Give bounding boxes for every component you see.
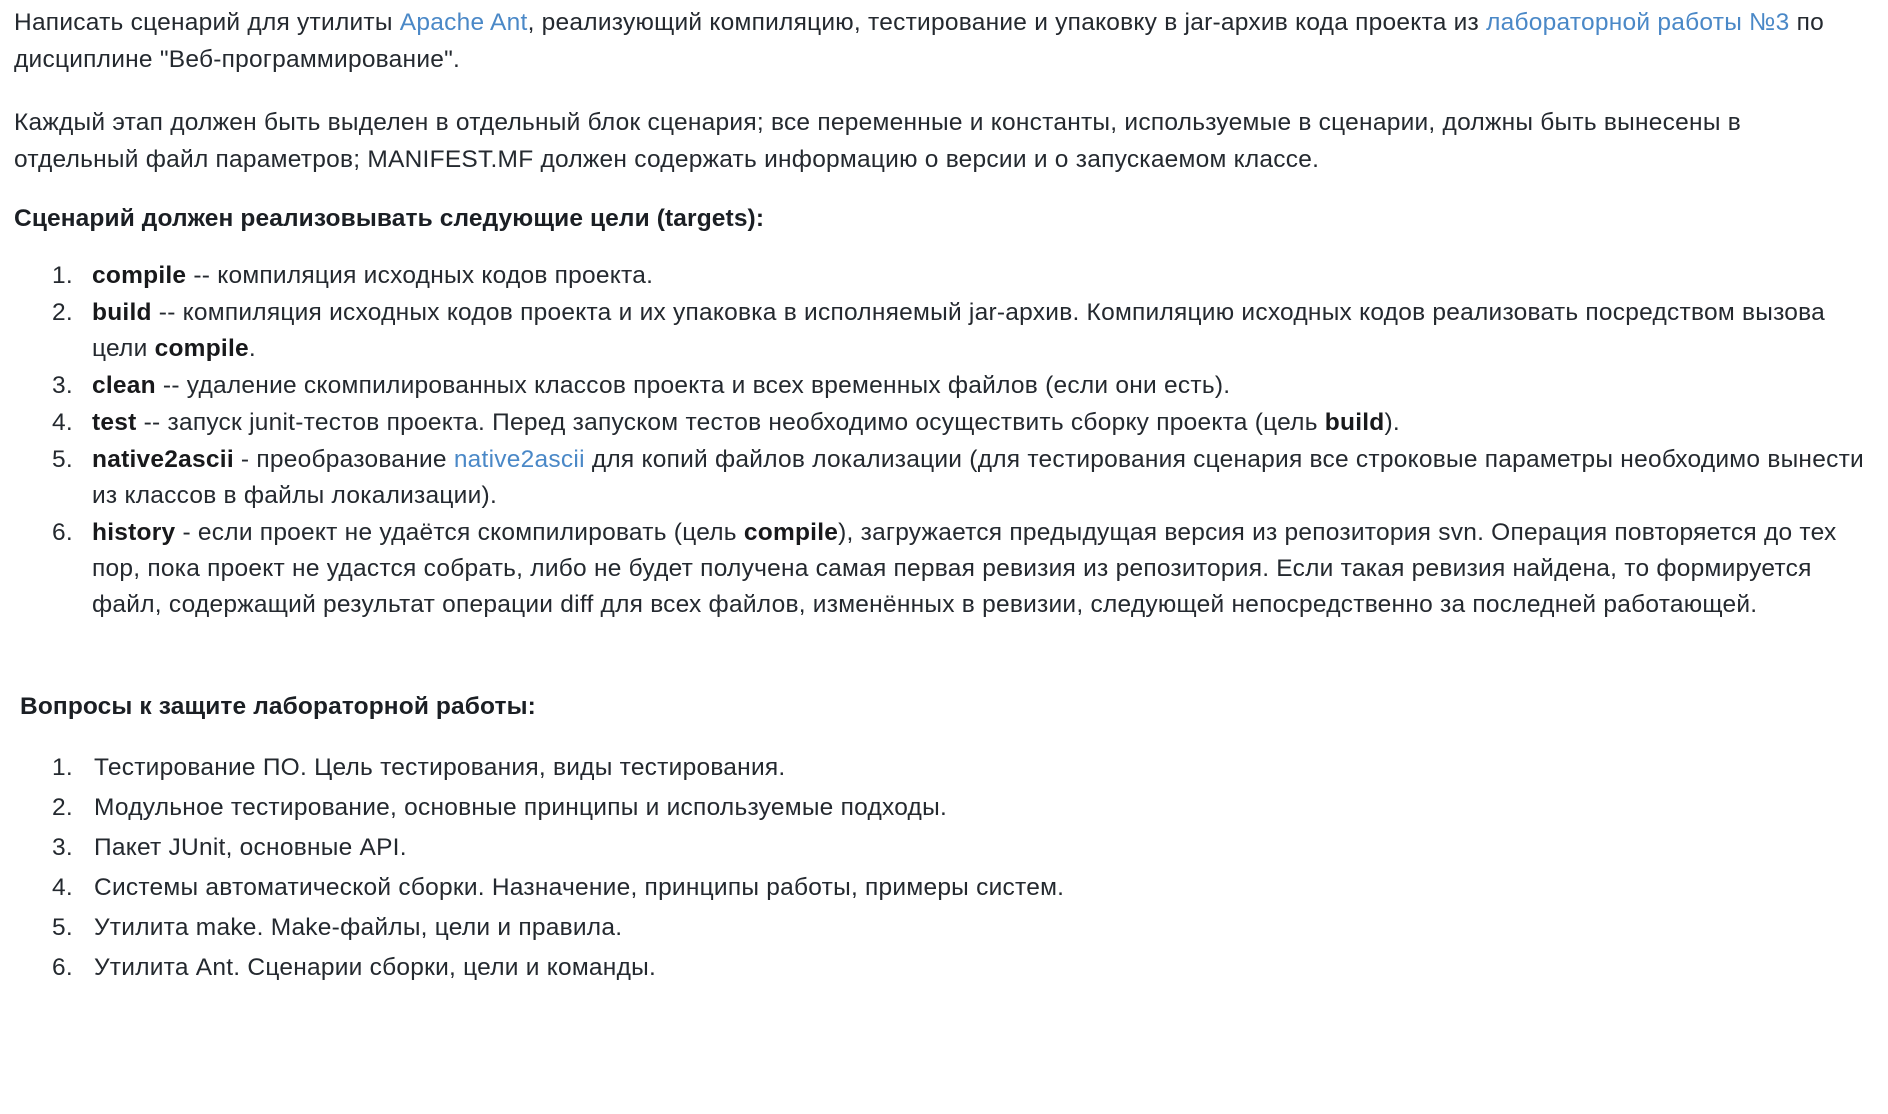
inline-bold-term: clean (92, 372, 156, 399)
intro-paragraph-1 (14, 4, 1870, 78)
question-list-item: 1. Тестирование ПО. Цель тестирования, виды тестирования. (80, 750, 1870, 786)
inline-bold-term: build (1324, 409, 1385, 436)
inline-text: по дисциплине "Веб-программирование". (14, 9, 1824, 73)
questions-heading: Вопросы к защите лабораторной работы: (20, 693, 536, 720)
inline-link[interactable]: лабораторной работы №3 (1486, 9, 1790, 36)
intro-paragraph-2 (14, 104, 1870, 178)
inline-text: -- запуск junit-тестов проекта. Перед запуском тестов необходимо осуществить сборку проекта (цель (136, 409, 1325, 436)
inline-bold-term: test (92, 409, 137, 436)
inline-text: -- компиляция исходных кодов проекта. (186, 262, 654, 289)
questions-list (14, 750, 1870, 986)
inline-bold-term: native2ascii (92, 446, 234, 473)
question-list-item: 5. Утилита make. Make-файлы, цели и правила. (80, 910, 1870, 946)
inline-text: -- удаление скомпилированных классов проекта и всех временных файлов (если они есть). (155, 372, 1231, 399)
target-list-item (80, 258, 1870, 294)
inline-text: ), загружается предыдущая версия из репозитория svn. Операция повторяется до тех пор, пока проект не удастся собрать, либо не будет получена самая первая ревизия из репозитория. Если такая ревизия найдена, то формируется файл, содержащий результат операции diff для всех файлов, изменённых в ревизии, следующей непосредственно за последней работающей. (92, 519, 1837, 618)
inline-text: . (248, 335, 256, 362)
inline-text: , реализующий компиляцию, тестирование и упаковку в jar-архив кода проекта из (527, 9, 1487, 36)
question-list-item: 6. Утилита Ant. Сценарии сборки, цели и команды. (80, 950, 1870, 986)
inline-link[interactable]: Apache Ant (399, 9, 528, 36)
target-list-item (80, 368, 1870, 404)
question-list-item: 4. Системы автоматической сборки. Назначение, принципы работы, примеры систем. (80, 870, 1870, 906)
inline-bold-term: compile (154, 335, 249, 362)
inline-bold-term: history (92, 519, 176, 546)
inline-link[interactable]: native2ascii (453, 446, 585, 473)
target-list-item (80, 295, 1870, 367)
inline-text: - если проект не удаётся скомпилировать (цель (175, 519, 744, 546)
inline-text: -- компиляция исходных кодов проекта и их упаковка в исполняемый jar-архив. Компиляцию исходных кодов реализовать посредством вызова цели (92, 299, 1826, 362)
inline-text: Написать сценарий для утилиты (14, 9, 400, 36)
target-list-item (80, 515, 1870, 623)
targets-list (14, 258, 1870, 623)
section-spacer (14, 624, 1870, 660)
inline-bold-term: compile (743, 519, 839, 546)
target-list-item (80, 442, 1870, 514)
inline-text: для копий файлов локализации (для тестирования сценария все строковые параметры необходимо вынести из классов в файлы локализации). (92, 446, 1864, 509)
inline-text: - преобразование (233, 446, 454, 473)
inline-bold-term: compile (92, 262, 187, 289)
question-list-item: 2. Модульное тестирование, основные принципы и используемые подходы. (80, 790, 1870, 826)
target-list-item (80, 405, 1870, 441)
inline-text: ). (1384, 409, 1400, 436)
question-list-item: 3. Пакет JUnit, основные API. (80, 830, 1870, 866)
inline-text: Каждый этап должен быть выделен в отдельный блок сценария; все переменные и константы, используемые в сценарии, должны быть вынесены в отдельный файл параметров; MANIFEST.MF должен содержать информацию о версии и о запускаемом классе. (14, 109, 1741, 173)
inline-bold-term: build (92, 299, 152, 326)
targets-heading: Сценарий должен реализовывать следующие цели (targets): (14, 205, 765, 232)
